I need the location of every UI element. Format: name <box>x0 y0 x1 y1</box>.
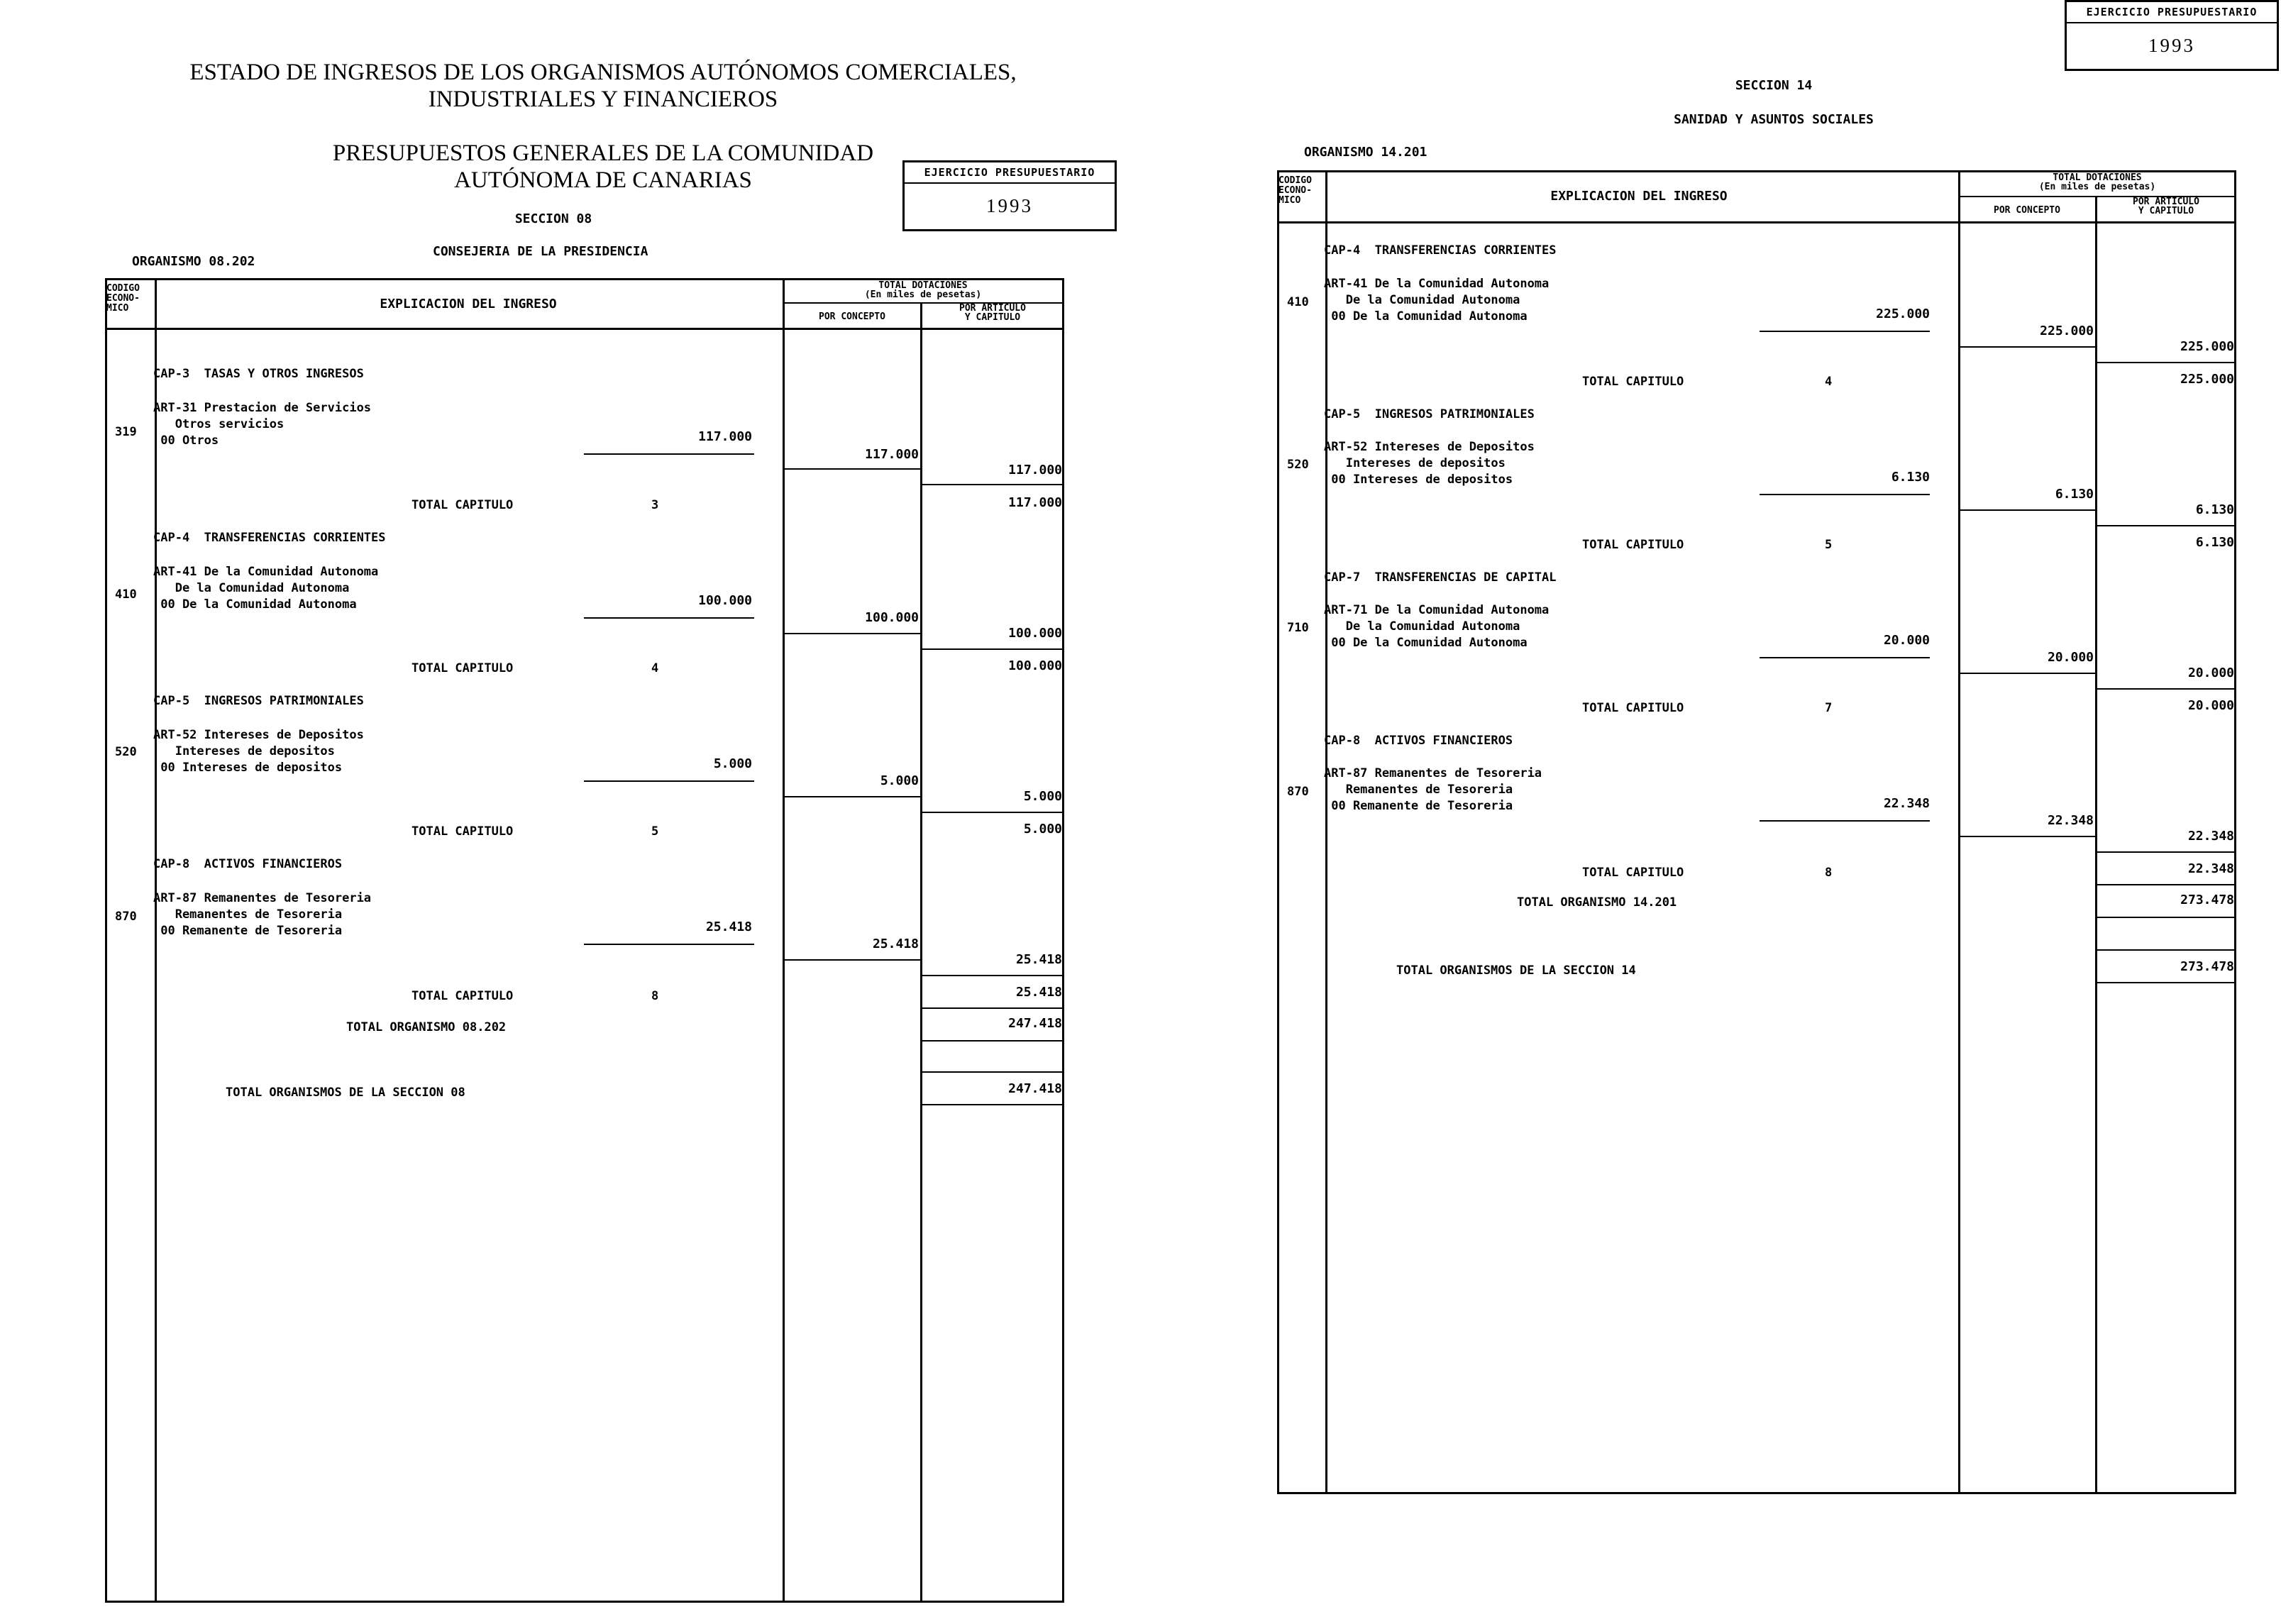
right-v20c: 20.000 <box>2187 665 2234 680</box>
left-art31: ART-31 Prestacion de Servicios <box>153 401 372 415</box>
right-col-explicacion: EXPLICACION DEL INGRESO <box>1550 189 1728 204</box>
left-code-319: 319 <box>115 425 137 439</box>
right-table <box>1277 170 2236 1494</box>
right-art87b: Remanentes de Tesoreria <box>1324 783 1513 797</box>
left-code-410: 410 <box>115 587 137 602</box>
left-tc3n: 3 <box>651 498 659 512</box>
left-consejeria: CONSEJERIA DE LA PRESIDENCIA <box>433 244 648 259</box>
right-v6a: 6.130 <box>1891 470 1930 485</box>
left-subtitle-line2: AUTÓNOMA DE CANARIAS <box>454 167 752 193</box>
right-consejeria: SANIDAD Y ASUNTOS SOCIALES <box>1674 112 1874 127</box>
right-v20d: 20.000 <box>2187 698 2234 713</box>
left-organismo: ORGANISMO 08.202 <box>132 254 255 269</box>
right-art52c: 00 Intereses de depositos <box>1324 473 1513 487</box>
right-tc8: TOTAL CAPITULO <box>1582 866 1684 880</box>
right-code-520: 520 <box>1287 458 1309 472</box>
right-code-710: 710 <box>1287 621 1309 635</box>
right-total-organismo: TOTAL ORGANISMO 14.201 <box>1517 895 1677 910</box>
left-seccion: SECCION 08 <box>514 211 592 226</box>
left-cap8: CAP-8 ACTIVOS FINANCIEROS <box>153 857 343 871</box>
left-v117b: 117.000 <box>865 447 919 462</box>
right-tc8n: 8 <box>1825 866 1833 880</box>
right-art87c: 00 Remanente de Tesoreria <box>1324 799 1513 813</box>
left-v117a: 117.000 <box>698 429 752 444</box>
right-tc5: TOTAL CAPITULO <box>1582 538 1684 552</box>
left-art87: ART-87 Remanentes de Tesoreria <box>153 891 372 905</box>
left-v100b: 100.000 <box>865 610 919 625</box>
left-col-explicacion: EXPLICACION DEL INGRESO <box>380 297 557 311</box>
right-v22c: 22.348 <box>2187 829 2234 844</box>
right-art41b: De la Comunidad Autonoma <box>1324 293 1520 307</box>
left-ejercicio-box <box>902 160 1117 231</box>
left-v100c: 100.000 <box>1008 626 1062 641</box>
left-v5a: 5.000 <box>713 756 752 771</box>
right-cap8: CAP-8 ACTIVOS FINANCIEROS <box>1324 734 1513 748</box>
right-cap7: CAP-7 TRANSFERENCIAS DE CAPITAL <box>1324 570 1557 585</box>
left-cap3: CAP-3 TASAS Y OTROS INGRESOS <box>153 367 364 381</box>
right-total-organismo-value: 273.478 <box>2180 893 2234 907</box>
right-v225a: 225.000 <box>1876 306 1930 321</box>
right-col-por-concepto: POR CONCEPTO <box>1994 205 2060 216</box>
left-total-seccion-value: 247.418 <box>1008 1081 1062 1096</box>
left-col-por-concepto: POR CONCEPTO <box>819 311 885 322</box>
left-v117d: 117.000 <box>1008 495 1062 510</box>
left-title-line1: ESTADO DE INGRESOS DE LOS ORGANISMOS AUTÓNOMOS COMERCIALES, <box>189 60 1017 85</box>
left-code-520: 520 <box>115 745 137 759</box>
right-code-870: 870 <box>1287 785 1309 799</box>
left-ejercicio-label: EJERCICIO PRESUPUESTARIO <box>905 162 1115 184</box>
left-v5d: 5.000 <box>1023 822 1062 836</box>
left-tc5n: 5 <box>651 824 659 839</box>
right-col-por-articulo: POR ARTICULO Y CAPITULO <box>2133 197 2199 216</box>
right-code-410: 410 <box>1287 295 1309 309</box>
right-v225b: 225.000 <box>2040 324 2094 338</box>
left-art41b: De la Comunidad Autonoma <box>153 581 350 595</box>
right-v20b: 20.000 <box>2047 650 2094 665</box>
right-art41: ART-41 De la Comunidad Autonoma <box>1324 277 1550 291</box>
right-v225c: 225.000 <box>2180 339 2234 354</box>
right-ejercicio-label: EJERCICIO PRESUPUESTARIO <box>2067 2 2277 23</box>
left-art41c: 00 De la Comunidad Autonoma <box>153 597 357 612</box>
left-art31c: 00 Otros <box>153 433 219 448</box>
right-art71c: 00 De la Comunidad Autonoma <box>1324 636 1528 650</box>
left-v25c: 25.418 <box>1015 952 1062 967</box>
left-v25a: 25.418 <box>705 919 752 934</box>
left-title-line2: INDUSTRIALES Y FINANCIEROS <box>428 87 778 112</box>
right-tc4n: 4 <box>1825 375 1833 389</box>
right-v6b: 6.130 <box>2055 487 2094 502</box>
left-tc5: TOTAL CAPITULO <box>412 824 514 839</box>
left-art31b: Otros servicios <box>153 417 285 431</box>
right-tc4: TOTAL CAPITULO <box>1582 375 1684 389</box>
right-v6d: 6.130 <box>2195 535 2234 550</box>
right-col-total: TOTAL DOTACIONES (En miles de pesetas) <box>2038 172 2156 192</box>
right-total-seccion: TOTAL ORGANISMOS DE LA SECCION 14 <box>1396 963 1636 978</box>
right-v225d: 225.000 <box>2180 372 2234 387</box>
left-v25b: 25.418 <box>872 937 919 951</box>
left-v5c: 5.000 <box>1023 789 1062 804</box>
left-code-870: 870 <box>115 910 137 924</box>
right-cap5: CAP-5 INGRESOS PATRIMONIALES <box>1324 407 1535 421</box>
left-tc8: TOTAL CAPITULO <box>412 989 514 1003</box>
left-tc4n: 4 <box>651 661 659 675</box>
right-tc5n: 5 <box>1825 538 1833 552</box>
right-ejercicio-year: 1993 <box>2148 35 2195 56</box>
left-v25d: 25.418 <box>1015 985 1062 1000</box>
left-art87c: 00 Remanente de Tesoreria <box>153 924 343 938</box>
left-cap5: CAP-5 INGRESOS PATRIMONIALES <box>153 694 364 708</box>
right-v20a: 20.000 <box>1883 633 1930 648</box>
right-cap4: CAP-4 TRANSFERENCIAS CORRIENTES <box>1324 243 1557 258</box>
left-total-seccion: TOTAL ORGANISMOS DE LA SECCION 08 <box>226 1086 465 1100</box>
left-tc8n: 8 <box>651 989 659 1003</box>
left-total-organismo: TOTAL ORGANISMO 08.202 <box>346 1020 507 1034</box>
right-art71b: De la Comunidad Autonoma <box>1324 619 1520 634</box>
right-col-codigo: CODIGO ECONO- MICO <box>1278 175 1312 206</box>
right-art52: ART-52 Intereses de Depositos <box>1324 440 1535 454</box>
right-ejercicio-box <box>2065 0 2279 71</box>
left-ejercicio-year: 1993 <box>986 195 1033 216</box>
left-col-total: TOTAL DOTACIONES (En miles de pesetas) <box>864 280 982 300</box>
right-tc7: TOTAL CAPITULO <box>1582 701 1684 715</box>
left-tc4: TOTAL CAPITULO <box>412 661 514 675</box>
left-v100a: 100.000 <box>698 593 752 608</box>
left-art52b: Intereses de depositos <box>153 744 335 758</box>
left-col-codigo: CODIGO ECONO- MICO <box>106 283 140 314</box>
left-art87b: Remanentes de Tesoreria <box>153 907 343 922</box>
right-v6c: 6.130 <box>2195 502 2234 517</box>
right-art87: ART-87 Remanentes de Tesoreria <box>1324 766 1542 780</box>
right-v22a: 22.348 <box>1883 796 1930 811</box>
left-cap4: CAP-4 TRANSFERENCIAS CORRIENTES <box>153 531 386 545</box>
left-subtitle-line1: PRESUPUESTOS GENERALES DE LA COMUNIDAD <box>332 140 874 166</box>
left-v100d: 100.000 <box>1008 658 1062 673</box>
right-art41c: 00 De la Comunidad Autonoma <box>1324 309 1528 324</box>
left-tc3: TOTAL CAPITULO <box>412 498 514 512</box>
left-col-por-articulo: POR ARTICULO Y CAPITULO <box>959 303 1026 323</box>
right-total-seccion-value: 273.478 <box>2180 959 2234 974</box>
right-art52b: Intereses de depositos <box>1324 456 1506 470</box>
right-seccion: SECCION 14 <box>1735 78 1813 93</box>
right-v22d: 22.348 <box>2187 861 2234 876</box>
left-v117c: 117.000 <box>1008 463 1062 477</box>
left-total-organismo-value: 247.418 <box>1008 1016 1062 1031</box>
left-art41: ART-41 De la Comunidad Autonoma <box>153 565 379 579</box>
right-v22b: 22.348 <box>2047 813 2094 828</box>
right-art71: ART-71 De la Comunidad Autonoma <box>1324 603 1550 617</box>
left-v5b: 5.000 <box>880 773 919 788</box>
right-organismo: ORGANISMO 14.201 <box>1304 145 1427 160</box>
left-art52: ART-52 Intereses de Depositos <box>153 728 364 742</box>
right-tc7n: 7 <box>1825 701 1833 715</box>
left-art52c: 00 Intereses de depositos <box>153 761 343 775</box>
